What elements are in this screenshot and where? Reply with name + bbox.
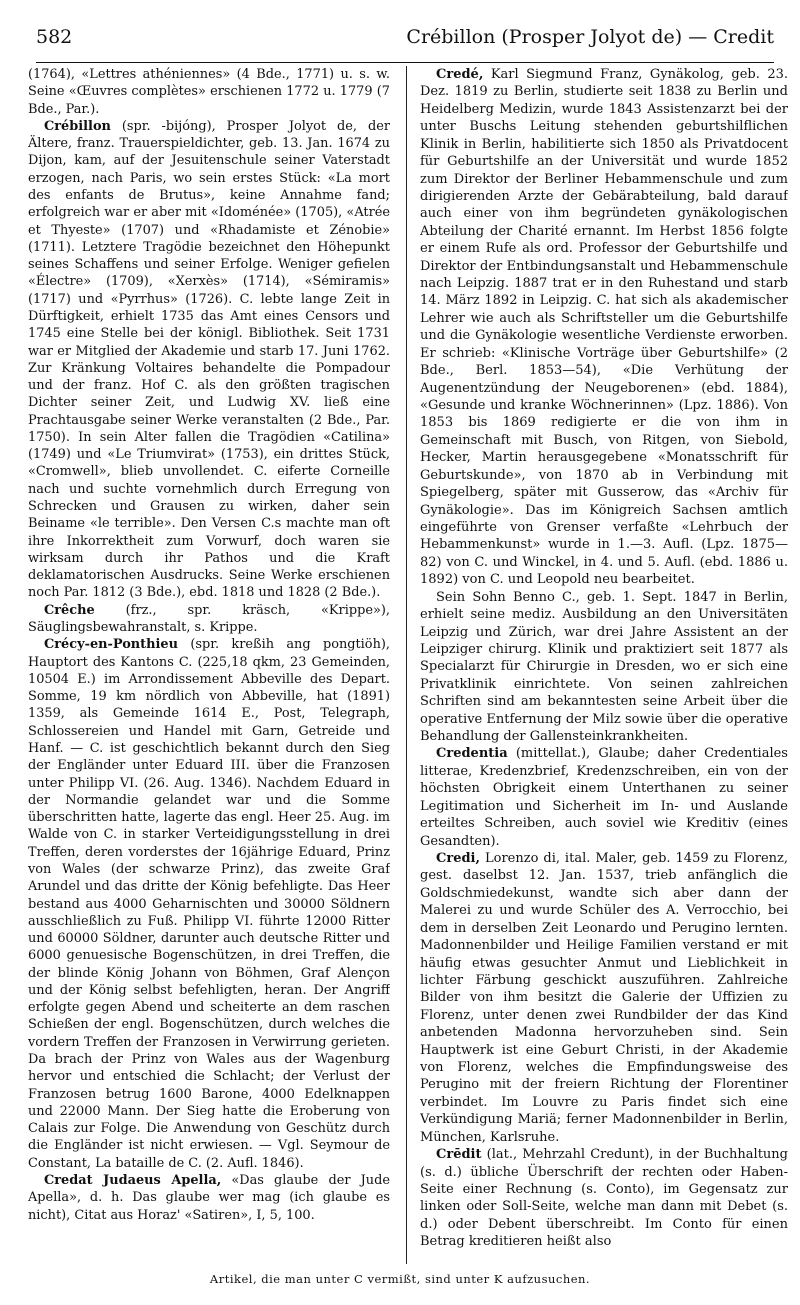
entry-text: (lat., Mehrzahl Credunt), in der Buchhaltung (s. d.) übliche Überschrift der rechten oder Haben-Seite einer Rechnung (s. Conto), im Gegensatz zur linken oder Soll-Seite, welche man dann mit Debet (s. d.) oder Debent überschreibt. Im Conto für einen Betrag kreditieren heißt also bbox=[420, 1147, 788, 1250]
footer-note: Artikel, die man unter C vermißt, sind unter K aufzusuchen. bbox=[209, 1272, 591, 1286]
entry-credentia bbox=[420, 745, 788, 850]
entry-benno-crede bbox=[420, 589, 788, 746]
entry-text: (spr. -bijóng), Prosper Jolyot de, der Ältere, franz. Trauerspieldichter, geb. 13. Jan. 1674 zu Dijon, kam, auf der Jesuitenschule seiner Vaterstadt erzogen, nach Paris, wo sein erstes Stück: «La mort des enfants de Brutus», keine Annahme fand; erfolgreich war er aber mit «Idoménée» (1705), «Atrée et Thyeste» (1707) und «Rhadamiste et Zénobie» (1711). Letztere Tragödie bezeichnet den Höhepunkt seines Schaffens und seiner Erfolge. Weniger gefielen «Électre» (1709), «Xerxès» (1714), «Sémiramis» (1717) und «Pyrrhus» (1726). C. lebte lange Zeit in Dürftigkeit, erhielt 1735 das Amt eines Censors und 1745 eine Stelle bei der königl. Bibliothek. Seit 1731 war er Mitglied der Akademie und starb 17. Juni 1762. Zur Kränkung Voltaires behandelte die Pompadour und der franz. Hof C. als den größten tragischen Dichter seiner Zeit, und Ludwig XV. ließ eine Prachtausgabe seiner Werke veranstalten (2 Bde., Par. 1750). In sein Alter fallen die Tragödien «Catilina» (1749) und «Le Triumvirat» (1753), ein drittes Stück, «Cromwell», blieb unvollendet. C. eiferte Corneille nach und suchte vornehmlich durch Erregung von Schrecken und Grausen zu wirken, daher sein Beiname «le terrible». Den Versen C.s machte man oft ihre Inkorrektheit zum Vorwurf, doch waren sie wirksam durch ihr Pathos und die Kraft deklamatorischen Ausdrucks. Seine Werke erschienen noch Par. 1812 (3 Bde.), ebd. 1818 und 1828 (2 Bde.). bbox=[28, 118, 390, 601]
entry-credat bbox=[28, 1172, 390, 1224]
headword: Credat Judaeus Apella, bbox=[44, 1173, 222, 1188]
entry-text: «Das glaube der Jude Apella», d. h. Das glaube wer mag (ich glaube es nicht), Citat aus Horaz' «Satiren», I, 5, 100. bbox=[28, 1173, 390, 1223]
column-divider bbox=[406, 66, 407, 1264]
left-column bbox=[28, 66, 390, 1264]
entry-text: (spr. kreßih ang pongtiöh), Hauptort des Kantons C. (225,18 qkm, 23 Gemeinden, 10504 E.) im Arrondissement Abbeville des Depart. Somme, 19 km nördlich von Abbeville, hat (1891) 1359, als Gemeinde 1614 E., Post, Telegraph, Schlossereien und Handel mit Garn, Getreide und Hanf. — C. ist geschichtlich bekannt durch den Sieg der Engländer unter Eduard III. über die Franzosen unter Philipp VI. (26. Aug. 1346). Nachdem Eduard in der Normandie gelandet war und die Somme überschritten hatte, lagerte das engl. Heer 25. Aug. im Walde von C. in starker Verteidigungsstellung in drei Treffen, deren vorderstes der 16jährige Eduard, Prinz von Wales (der schwarze Prinz), das zweite Graf Arundel und das dritte der König befehligte. Das Heer bestand aus 4000 Geharnischten und 30000 Söldnern ausschließlich zu Fuß. Philipp VI. führte 12000 Ritter und 60000 Söldner, darunter auch deutsche Ritter und 6000 genuesische Bogenschützen, in drei Treffen, die der blinde König Johann von Böhmen, Graf Alençon und der König selbst befehligten, heran. Der Angriff erfolgte gegen Abend und scheiterte an dem raschen Schießen der engl. Bogenschützen, durch welches die vordern Treffen der Franzosen in Verwirrung gerieten. Da brach der Prinz von Wales aus der Wagenburg hervor und entschied die Schlacht; der Verlust der Franzosen betrug 1600 Barone, 4000 Edelknappen und 22000 Mann. Der Sieg hatte die Eroberung von Calais zur Folge. Die Anwendung von Geschütz durch die Engländer ist nicht erwiesen. — Vgl. Seymour de Constant, La bataille de C. (2. Aufl. 1846). bbox=[28, 637, 390, 1171]
headword: Crébillon bbox=[44, 118, 111, 134]
entry-text: Lorenzo di, ital. Maler, geb. 1459 zu Florenz, gest. daselbst 12. Jan. 1537, trieb anfänglich die Goldschmiedekunst, wandte sich aber dann der Malerei zu und wurde Schüler des A. Verrocchio, bei dem in derselben Zeit Leonardo und Perugino lernten. Madonnenbilder und Heilige Familien verstand er mit häufig etwas gesuchter Anmut und Lieblichkeit in lichter Färbung geschickt auszuführen. Zahlreiche Bilder von ihm besitzt die Galerie der Uffizien zu Florenz, unter denen zwei Rundbilder der das Kind anbetenden Madonna hervorzuheben sind. Sein Hauptwerk ist eine Geburt Christi, in der Akademie von Florenz, welches die Empfindungsweise des Perugino mit der freiern Richtung der Florentiner verbindet. Im Louvre zu Paris findet sich eine Verkündigung Mariä; ferner Madonnenbilder in Berlin, München, Karlsruhe. bbox=[420, 850, 788, 1145]
entry-credi bbox=[420, 850, 788, 1146]
page-header bbox=[36, 22, 774, 63]
entry-text: (mittellat.), Glaube; daher Credentiales litterae, Kredenzbrief, Kredenzschreiben, ein von der höchsten Obrigkeit einem Unterthanen zu seiner Legitimation und Sicherheit im In- und Auslande erteiltes Schreiben, auch soviel wie Kreditiv (eines Gesandten). bbox=[420, 746, 788, 849]
page-number: 582 bbox=[36, 26, 73, 48]
entry-crede bbox=[420, 66, 788, 589]
headword: Crēdit bbox=[436, 1147, 482, 1163]
entry-text: Sein Sohn Benno C., geb. 1. Sept. 1847 in Berlin, erhielt seine mediz. Ausbildung an den Universitäten Leipzig und Zürich, war drei Jahre Assistent an der Leipziger chirurg. Klinik und praktiziert seit 1877 als Specialarzt für Chirurgie in Dresden, wo er sich eine Privatklinik einrichtete. Von seinen zahlreichen Schriften sind am bekanntesten seine Arbeit über die operative Entfernung der Milz sowie über die operative Behandlung der Gallensteinkrankheiten. bbox=[420, 589, 788, 745]
headword: Credi, bbox=[436, 850, 481, 866]
right-column bbox=[420, 66, 788, 1264]
entry-crecy bbox=[28, 636, 390, 1172]
entry-continuation bbox=[28, 66, 390, 118]
entry-credit bbox=[420, 1146, 788, 1251]
headword: Crécy-en-Ponthieu bbox=[44, 637, 178, 653]
entry-creche bbox=[28, 602, 390, 637]
headword: Credentia bbox=[436, 746, 508, 762]
headword: Credé, bbox=[436, 67, 484, 82]
headword: Crêche bbox=[44, 602, 95, 618]
entry-text: (1764), «Lettres athéniennes» (4 Bde., 1771) u. s. w. Seine «Œuvres complètes» erschienen 1772 u. 1779 (7 Bde., Par.). bbox=[28, 67, 390, 117]
entry-crebillon bbox=[28, 118, 390, 602]
running-title: Crébillon (Prosper Jolyot de) — Credit bbox=[406, 26, 774, 48]
entry-text: (frz., spr. kräsch, «Krippe»), Säuglingsbewahranstalt, s. Krippe. bbox=[28, 602, 390, 635]
entry-text: Karl Siegmund Franz, Gynäkolog, geb. 23. Dez. 1819 zu Berlin, studierte seit 1838 zu Berlin und Heidelberg Medizin, wurde 1843 Assistenzarzt bei der unter Buschs Leitung stehenden geburtshilflichen Klinik in Berlin, habilitierte sich 1850 als Privatdocent für Geburtshilfe an der Universität und wurde 1852 zum Direktor der Berliner Hebammenschule und zum dirigierenden Arzte der Gebärabteilung, bald darauf auch einer von ihm begründeten gynäkologischen Abteilung der Charité ernannt. Im Herbst 1856 folgte er einem Rufe als ord. Professor der Geburtshilfe und Direktor der Entbindungsanstalt und Hebammenschule nach Leipzig. 1887 trat er in den Ruhestand und starb 14. März 1892 in Leipzig. C. hat sich als akademischer Lehrer wie auch als Schriftsteller um die Geburtshilfe und die Gynäkologie wesentliche Verdienste erworben. Er schrieb: «Klinische Vorträge über Geburtshilfe» (2 Bde., Berl. 1853—54), «Die Verhütung der Augenentzündung der Neugeborenen» (ebd. 1884), «Gesunde und kranke Wöchnerinnen» (Lpz. 1886). Von 1853 bis 1869 redigierte er die von ihm in Gemeinschaft mit Busch, von Ritgen, von Siebold, Hecker, Martin herausgegebene «Monatsschrift für Geburtskunde», von 1870 ab in Verbindung mit Spiegelberg, später mit Gusserow, das «Archiv für Gynäkologie». Das im Königreich Sachsen amtlich eingeführte von Grenser verfaßte «Lehrbuch der Hebammenkunst» wurde in 1.—3. Aufl. (Lpz. 1875—82) von C. und Winckel, in 4. und 5. Aufl. (ebd. 1886 u. 1892) von C. und Leopold neu bearbeitet. bbox=[420, 67, 788, 588]
